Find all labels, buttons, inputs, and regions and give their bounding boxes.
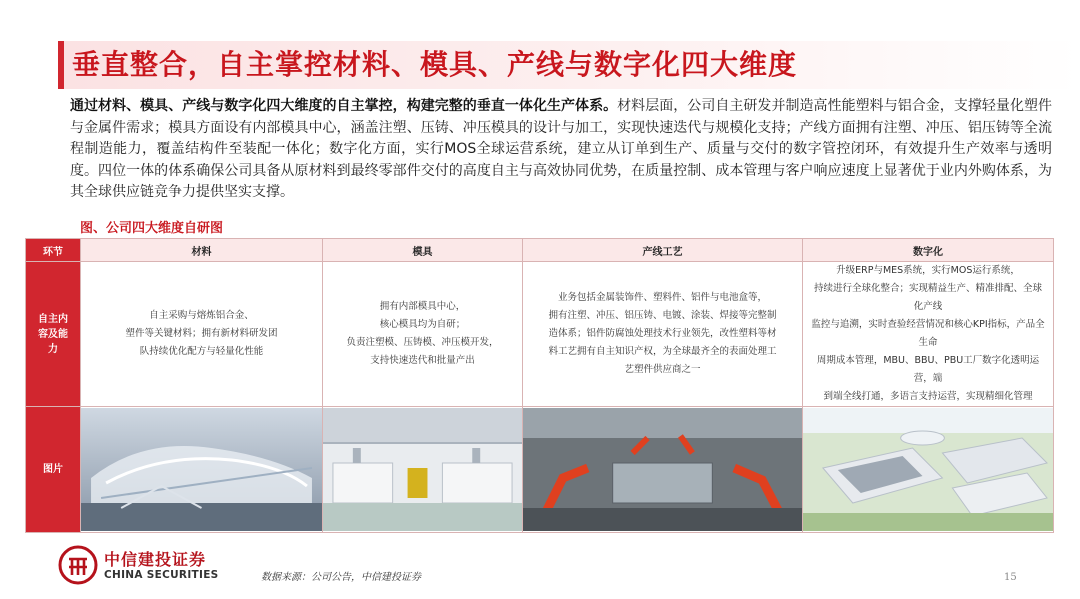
source-note: 数据来源：公司公告，中信建投证券 xyxy=(261,572,421,583)
intro-paragraph xyxy=(70,96,1052,204)
figure-title: 图、公司四大维度自研图 xyxy=(80,221,224,236)
picture-row xyxy=(26,407,1054,533)
company-logo xyxy=(58,545,258,585)
dimension-table xyxy=(25,238,1054,533)
text-line: 队持续优化配方与轻量化性能 xyxy=(139,346,264,357)
picture-mold-cell xyxy=(323,407,523,533)
capability-mold xyxy=(323,262,523,407)
table-header-row xyxy=(26,239,1054,262)
text-line: 负责注塑模、压铸模、冲压模开发， xyxy=(346,337,499,348)
column-header-digital: 数字化 xyxy=(803,239,1054,262)
text-line: 周期成本管理，MBU、BBU、PBU工厂数字化透明运营，端 xyxy=(816,355,1040,384)
text-line: 拥有内部模具中心， xyxy=(379,301,466,312)
intro-rest: 材料层面，公司自主研发并制造高性能塑料与铝合金，支撑轻量化塑件与金属件需求；模具方面设有内部模具中心，涵盖注塑、压铸、冲压模具的设计与加工，实现快速迭代与规模化支持；产线方面拥有注塑、冲压、铝压铸等全流程制造能力，覆盖结构件至装配一体化；数字化方面，实行MOS全球运营系统，建立从订单到生产、质量与交付的数字管控闭环，有效提升生产效率与透明度。四位一体的体系确保公司具备从原材料到最终零部件交付的高度自主与高效协同优势，在质量控制、成本管理与客户响应速度上显著优于业内外购体系，为其全球供应链竞争力提供坚实支撑。 xyxy=(70,98,1053,201)
text-line: 料工艺拥有自主知识产权，为全球最齐全的表面处理工 xyxy=(548,346,777,357)
column-header-process: 产线工艺 xyxy=(523,239,803,262)
text-line: 监控与追溯，实时查验经营情况和核心KPI指标，产品全生命 xyxy=(811,319,1045,348)
text-line: 升级ERP与MES系统，实行MOS运行系统， xyxy=(836,265,1020,276)
text-line: 艺塑件供应商之一 xyxy=(624,364,701,375)
text-line: 拥有注塑、冲压、铝压铸、电镀、涂装、焊接等完整制 xyxy=(548,310,777,321)
text-line: 造体系；铝件防腐蚀处理技术行业领先，改性塑料等材 xyxy=(548,328,777,339)
intro-bold: 通过材料、模具、产线与数字化四大维度的自主掌控，构建完整的垂直一体化生产体系。 xyxy=(70,98,618,114)
picture-process-cell xyxy=(523,407,803,533)
capability-process xyxy=(523,262,803,407)
column-header-mold: 模具 xyxy=(323,239,523,262)
text-line: 核心模具均为自研； xyxy=(379,319,466,330)
car-parts-photo xyxy=(81,408,322,531)
picture-material-cell xyxy=(81,407,323,533)
factory-campus-aerial-photo xyxy=(803,408,1053,531)
capability-row xyxy=(26,262,1054,407)
logo-english: CHINA SECURITIES xyxy=(104,569,219,581)
text-line: 持续进行全球化整合；实现精益生产、精准排配、全球化产线 xyxy=(813,283,1042,312)
row-label-capability xyxy=(26,262,81,407)
text-line: 到端全线打通，多语言支持运营，实现精细化管理 xyxy=(823,391,1033,402)
page-title: 垂直整合，自主掌控材料、模具、产线与数字化四大维度 xyxy=(72,48,798,81)
text-line: 塑件等关键材料；拥有新材料研发团 xyxy=(125,328,278,339)
row-label-capability-text: 自主内容及能力 xyxy=(38,313,68,355)
capability-digital xyxy=(803,262,1054,407)
page-number: 15 xyxy=(1004,572,1017,583)
row-label-picture: 图片 xyxy=(26,407,81,533)
text-line: 自主采购与熔炼铝合金、 xyxy=(149,310,254,321)
injection-molding-factory-photo xyxy=(323,408,522,531)
column-header-material: 材料 xyxy=(81,239,323,262)
logo-chinese: 中信建投证券 xyxy=(104,550,207,569)
citic-logo-icon xyxy=(58,545,98,585)
robotic-welding-line-photo xyxy=(523,408,802,531)
picture-digital-cell xyxy=(803,407,1054,533)
capability-material xyxy=(81,262,323,407)
title-bar xyxy=(0,41,1080,89)
text-line: 业务包括金属装饰件、塑料件、铝件与电池盒等， xyxy=(557,292,767,303)
corner-header: 环节 xyxy=(26,239,81,262)
text-line: 支持快速迭代和批量产出 xyxy=(370,355,475,366)
